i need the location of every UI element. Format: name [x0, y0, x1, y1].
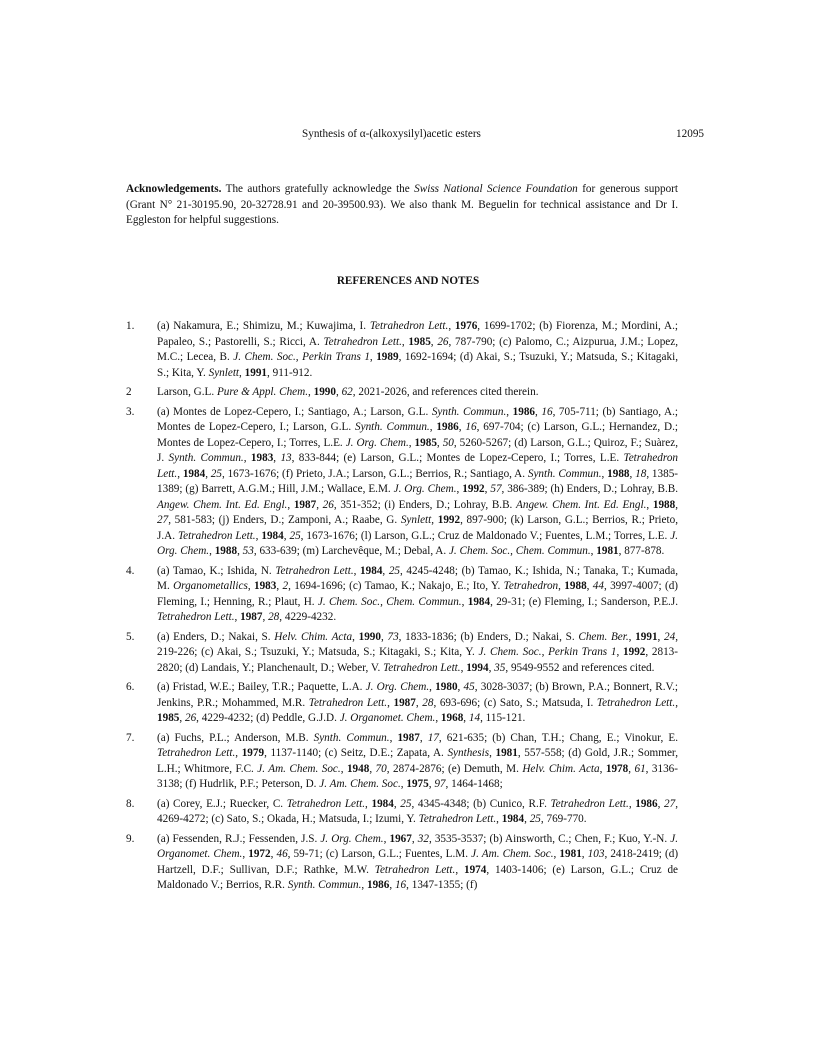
reference-item [126, 797, 678, 828]
reference-item [126, 832, 678, 894]
reference-text: (a) Corey, E.J.; Ruecker, C. Tetrahedron Lett., 1984, 25, 4345-4348; (b) Cunico, R.F. Tetrahedron Lett., 1986, 27, 4269-4272; (c) Sato, S.; Okada, H.; Matsuda, I.; Izumi, Y. Tetrahedron Lett., 1984, 25, 769-770. [157, 797, 679, 825]
reference-item [126, 731, 678, 793]
reference-text: (a) Tamao, K.; Ishida, N. Tetrahedron Lett., 1984, 25, 4245-4248; (b) Tamao, K.; Ishida, N.; Tanaka, T.; Kumada, M. Organometallics, 1983, 2, 1694-1696; (c) Tamao, K.; Nakajo, E.; Ito, Y. Tetrahedron, 1988, 44, 3997-4007; (d) Fleming, I.; Henning, R.; Plaut, H. J. Chem. Soc., Chem. Commun., 1984, 29-31; (e) Fleming, I.; Sanderson, P.E.J. Tetrahedron Lett., 1987, 28, 4229-4232. [157, 564, 679, 623]
reference-text: (a) Fessenden, R.J.; Fessenden, J.S. J. Org. Chem., 1967, 32, 3535-3537; (b) Ainsworth, C.; Chen, F.; Kuo, Y.-N. J. Organomet. Chem., 1972, 46, 59-71; (c) Larson, G.L.; Fuentes, L.M. J. Am. Chem. Soc., 1981, 103, 2418-2419; (d) Hartzell, D.F.; Sullivan, D.F.; Rathke, M.W. Tetrahedron Lett., 1974, 1403-1406; (e) Larson, G.L.; Cruz de Maldonado V.; Berrios, R.R. Synth. Commun., 1986, 16, 1347-1355; (f) [157, 832, 679, 891]
reference-list [126, 319, 678, 898]
acknowledgements-text-a: The authors gratefully acknowledge the [221, 183, 415, 195]
running-title: Synthesis of α-(alkoxysilyl)acetic esters [302, 128, 481, 140]
acknowledgements-foundation: Swiss National Science Foundation [414, 183, 578, 195]
reference-number: 5. [126, 630, 135, 643]
reference-number: 2 [126, 386, 132, 398]
reference-number: 1. [126, 320, 135, 332]
reference-text: (a) Fuchs, P.L.; Anderson, M.B. Synth. Commun., 1987, 17, 621-635; (b) Chan, T.H.; Chang, E.; Vinokur, E. Tetrahedron Lett., 1979, 1137-1140; (c) Seitz, D.E.; Zapata, A. Synthesis, 1981, 557-558; (d) Gold, J.R.; Sommer, L.H.; Whitmore, F.C. J. Am. Chem. Soc., 1948, 70, 2874-2876; (e) Demuth, M. Helv. Chim. Acta, 1978, 61, 3136-3138; (f) Hudrlik, P.F.; Peterson, D. J. Am. Chem. Soc., 1975, 97, 1464-1468; [157, 731, 679, 790]
reference-number: 4. [126, 564, 135, 577]
acknowledgements-text-b: for generous support (Grant N° 21-30195.90, 20-32728.91 and 20-39500.93). We also thank M. Beguelin for technical assistance and Dr I. Eggleston for helpful suggestions. [126, 183, 678, 226]
reference-item [126, 630, 678, 677]
reference-text: (a) Fristad, W.E.; Bailey, T.R.; Paquette, L.A. J. Org. Chem., 1980, 45, 3028-3037; (b) Brown, P.A.; Bonnert, R.V.; Jenkins, P.R.; Mohammed, M.R. Tetrahedron Lett., 1987, 28, 693-696; (c) Sato, S.; Matsuda, I. Tetrahedron Lett., 1985, 26, 4229-4232; (d) Peddle, G.J.D. J. Organomet. Chem., 1968, 14, 115-121. [157, 681, 679, 724]
page-number: 12095 [676, 128, 704, 140]
reference-item [126, 680, 678, 727]
reference-item [126, 385, 678, 401]
reference-text: Larson, G.L. Pure & Appl. Chem., 1990, 62, 2021-2026, and references cited therein. [157, 386, 539, 398]
acknowledgements-label: Acknowledgements. [126, 183, 222, 195]
reference-number: 9. [126, 832, 135, 845]
reference-text: (a) Enders, D.; Nakai, S. Helv. Chim. Acta, 1990, 73, 1833-1836; (b) Enders, D.; Nakai, S. Chem. Ber., 1991, 24, 219-226; (c) Akai, S.; Tsuzuki, Y.; Matsuda, S.; Kitagaki, S.; Kita, Y. J. Chem. Soc., Perkin Trans 1, 1992, 2813-2820; (d) Landais, Y.; Planchenault, D.; Weber, V. Tetrahedron Lett., 1994, 35, 9549-9552 and references cited. [157, 630, 679, 674]
reference-number: 7. [126, 731, 135, 744]
running-head [0, 126, 816, 142]
reference-item [126, 564, 678, 626]
reference-item [126, 405, 678, 560]
reference-number: 3. [126, 405, 135, 418]
acknowledgements-paragraph [126, 182, 678, 229]
reference-text: (a) Montes de Lopez-Cepero, I.; Santiago, A.; Larson, G.L. Synth. Commun., 1986, 16, 705-711; (b) Santiago, A.; Montes de Lopez-Cepero, I.; Larson, G.L. Synth. Commun., 1986, 16, 697-704; (c) Larson, G.L.; Hernandez, D.; Montes de Lopez-Cepero, I.; Torres, L.E. J. Org. Chem., 1985, 50, 5260-5267; (d) Larson, G.L.; Quiroz, F.; Suàrez, J. Synth. Commun., 1983, 13, 833-844; (e) Larson, G.L.; Montes de Lopez-Cepero, I.; Torres, L.E. Tetrahedron Lett., 1984, 25, 1673-1676; (f) Prieto, J.A.; Larson, G.L.; Berrios, R.; Santiago, A. Synth. Commun., 1988, 18, 1385-1389; (g) Barrett, A.G.M.; Hill, J.M.; Wallace, E.M. J. Org. Chem., 1992, 57, 386-389; (h) Enders, D.; Lohray, B.B. Angew. Chem. Int. Ed. Engl., 1987, 26, 351-352; (i) Enders, D.; Lohray, B.B. Angew. Chem. Int. Ed. Engl., 1988, 27, 581-583; (j) Enders, D.; Zamponi, A.; Raabe, G. Synlett, 1992, 897-900; (k) Larson, G.L.; Berrios, R.; Prieto, J.A. Tetrahedron Lett., 1984, 25, 1673-1676; (l) Larson, G.L.; Cruz de Maldonado V.; Fuentes, L.M.; Torres, L.E. J. Org. Chem., 1988, 53, 633-639; (m) Larchevêque, M.; Debal, A. J. Chem. Soc., Chem. Commun., 1981, 877-878. [157, 405, 679, 557]
reference-item [126, 319, 678, 381]
reference-text: (a) Nakamura, E.; Shimizu, M.; Kuwajima, I. Tetrahedron Lett., 1976, 1699-1702; (b) Fiorenza, M.; Mordini, A.; Papaleo, S.; Pastorelli, S.; Ricci, A. Tetrahedron Lett., 1985, 26, 787-790; (c) Palomo, C.; Aizpurua, J.M.; Lopez, M.C.; Lecea, B. J. Chem. Soc., Perkin Trans 1, 1989, 1692-1694; (d) Akai, S.; Tsuzuki, Y.; Matsuda, S.; Kitagaki, S.; Kita, Y. Synlett, 1991, 911-912. [157, 320, 679, 379]
reference-number: 6. [126, 681, 135, 693]
reference-number: 8. [126, 797, 135, 810]
references-heading: REFERENCES AND NOTES [336, 275, 480, 287]
